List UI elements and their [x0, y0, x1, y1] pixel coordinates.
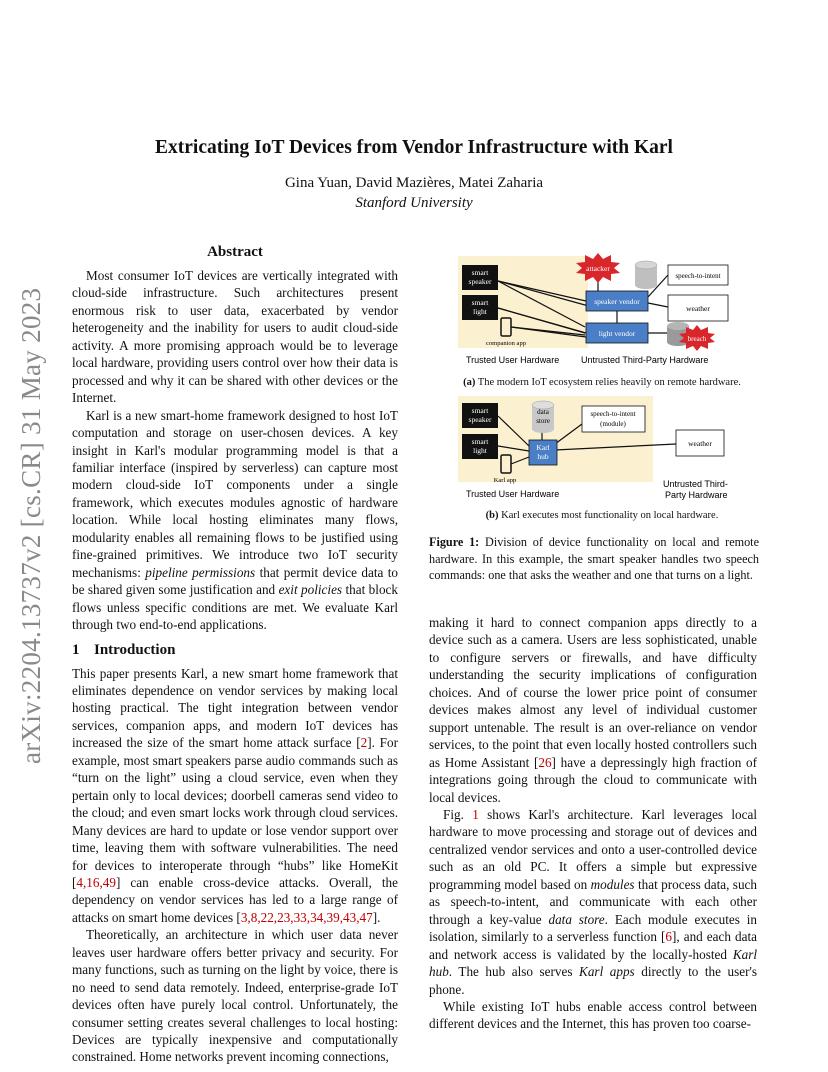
smart-light-label: smart — [471, 437, 489, 446]
smart-speaker-label: smart — [471, 268, 489, 277]
database-cylinder-icon — [635, 261, 657, 289]
light-vendor-label: light vendor — [598, 329, 636, 338]
abstract-paragraph: Karl is a new smart-home framework designed to host IoT computation and storage on user-chosen devices. A key insight in Karl's modular programming model is that a familiar interface (inspired by serverless) can capture most modern cloud-side IoT components under a single framework, which executes modules agnostic of hardware location. While local hosting eliminates many flows, modularity enables all remaining flows to be justified using fine-grained primitives. We introduce two IoT security mechanisms: pipeline permissions that permit device data to be shared given some justification and exit policies that block flows unless specific conditions are met. We evaluate Karl through two end-to-end applications. — [72, 407, 399, 633]
trusted-label: Trusted User Hardware — [466, 355, 560, 365]
body-paragraph: Theoretically, an architecture in which user data never leaves user hardware offers better privacy and security. For many functions, such as turning on the light by voice, there is no need to send data remotely. Indeed, enterprise-grade IoT devices often have purely local control. Unfortunately, the consumer setting creates several challenges to local hosting: Devices are typically inexpensive and computationally constrained. Home networks prevent incoming connections, — [72, 927, 398, 1065]
speech-to-intent-label: speech-to-intent — [675, 272, 721, 280]
left-column — [72, 243, 398, 1066]
data-store-label: data — [537, 408, 549, 416]
figure-caption: Figure 1: Division of device functionality on local and remote hardware. In this example, the smart speaker handles two speech commands: one that asks the weather and one that turns on a light. — [429, 535, 759, 582]
untrusted-label: Untrusted Third- — [663, 479, 728, 489]
svg-text:(module): (module) — [600, 420, 626, 428]
citation-link[interactable]: 26 — [538, 754, 552, 770]
figure-1a-diagram — [455, 253, 755, 371]
body-paragraph: making it hard to connect companion apps directly to a device such as a camera. Users are less sophisticated, unable to configure servers or firewalls, and have difficulty understanding the security implications of configuration choices. And of course the lower price point of consumer devices makes almost any level of individual customer support untenable. The result is an over-reliance on vendor services, to the point that even locally hosted controllers such as Home Assistant [26] have a depressingly high fraction of integrations going through the cloud to communicate with local devices. — [429, 615, 757, 805]
speech-to-intent-label: speech-to-intent — [590, 410, 636, 418]
abstract-paragraph: Most consumer IoT devices are vertically integrated with cloud-side infrastructure. Such architectures present enormous risk to user data, exacerbated by vendor heterogeneity and the inability for users to audit cloud-side activity. A more promising approach would be to leverage local hardware, providing users control over how their data is processed and why it can be shared with other devices or the Internet. — [72, 268, 398, 406]
smart-speaker-label: smart — [471, 406, 489, 415]
abstract-heading: Abstract — [207, 244, 263, 260]
breach-label: breach — [687, 335, 707, 343]
speaker-vendor-label: speaker vendor — [594, 297, 640, 306]
svg-text:Party Hardware: Party Hardware — [665, 490, 728, 500]
svg-text:light: light — [473, 446, 487, 455]
body-paragraph: Fig. 1 shows Karl's architecture. Karl leverages local hardware to move processing and storage out of devices and centralized vendor services and onto a user-controlled device such as an old PC. It offers a simple but expressive programming model based on modules that process data, such as speech-to-intent, and communicate with each other through a key-value data store. Each module executes in isolation, similarly to a serverless function [6], and each data and network access is validated by the locally-hosted Karl hub. The hub also serves Karl apps directly to the user's phone. — [429, 806, 758, 997]
trusted-label: Trusted User Hardware — [466, 489, 560, 499]
citation-link[interactable]: 6 — [665, 929, 672, 945]
svg-text:hub: hub — [537, 452, 549, 461]
figure-1b-diagram — [455, 394, 755, 504]
companion-app-label: companion app — [486, 340, 526, 347]
body-paragraph: While existing IoT hubs enable access control between different devices and the Internet, this has proven too coarse- — [429, 998, 757, 1032]
weather-label: weather — [686, 304, 710, 313]
subfigure-a-caption: (a) The modern IoT ecosystem relies heavily on remote hardware. — [463, 377, 741, 388]
body-paragraph: This paper presents Karl, a new smart home framework that eliminates dependence on vendor services by making local hosting practical. The tight integration between vendor services, companion apps, and modern IoT devices has increased the size of the smart home attack surface [2]. For example, most smart speakers parse audio commands such as “turn on the light” using a cloud service, even when they pertain only to local devices; doorbell cameras send video to the cloud; and even smart locks work through cloud services. Many devices are hard to update or lose vendor support over time, leaving them with software vulnerabilities. The need for devices to interoperate through “hubs” like HomeKit [4,16,49] can enable cross-device attacks. Overall, the dependency on vendor services has led to a large range of attacks on smart home devices [3,8,22,23,33,34,39,43,47]. — [72, 665, 398, 925]
subfigure-b-caption: (b) Karl executes most functionality on local hardware. — [485, 510, 719, 521]
citation-link[interactable]: 4,16,49 — [76, 874, 116, 890]
figure-link[interactable]: 1 — [472, 806, 479, 822]
smart-light-label: smart — [471, 298, 489, 307]
paper-authors: Gina Yuan, David Mazières, Matei Zaharia — [284, 175, 544, 191]
right-column — [429, 614, 757, 1033]
weather-label: weather — [688, 439, 712, 448]
citation-link[interactable]: 2 — [360, 735, 368, 751]
arxiv-stamp: arXiv:2204.13737v2 [cs.CR] 31 May 2023 — [16, 287, 46, 764]
section-heading: 1 Introduction — [72, 641, 176, 658]
paper-affiliation: Stanford University — [355, 195, 473, 211]
untrusted-label: Untrusted Third-Party Hardware — [581, 355, 709, 365]
paper-title: Extricating IoT Devices from Vendor Infrastructure with Karl — [155, 137, 673, 158]
svg-text:speaker: speaker — [468, 277, 492, 286]
karl-hub-label: Karl — [536, 443, 550, 452]
svg-text:speaker: speaker — [468, 415, 492, 424]
svg-text:light: light — [473, 307, 487, 316]
svg-text:store: store — [536, 417, 550, 425]
attacker-label: attacker — [586, 264, 610, 273]
karl-app-label: Karl app — [493, 477, 517, 484]
citation-link[interactable]: 3,8,22,23,33,34,39,43,47 — [240, 909, 373, 925]
